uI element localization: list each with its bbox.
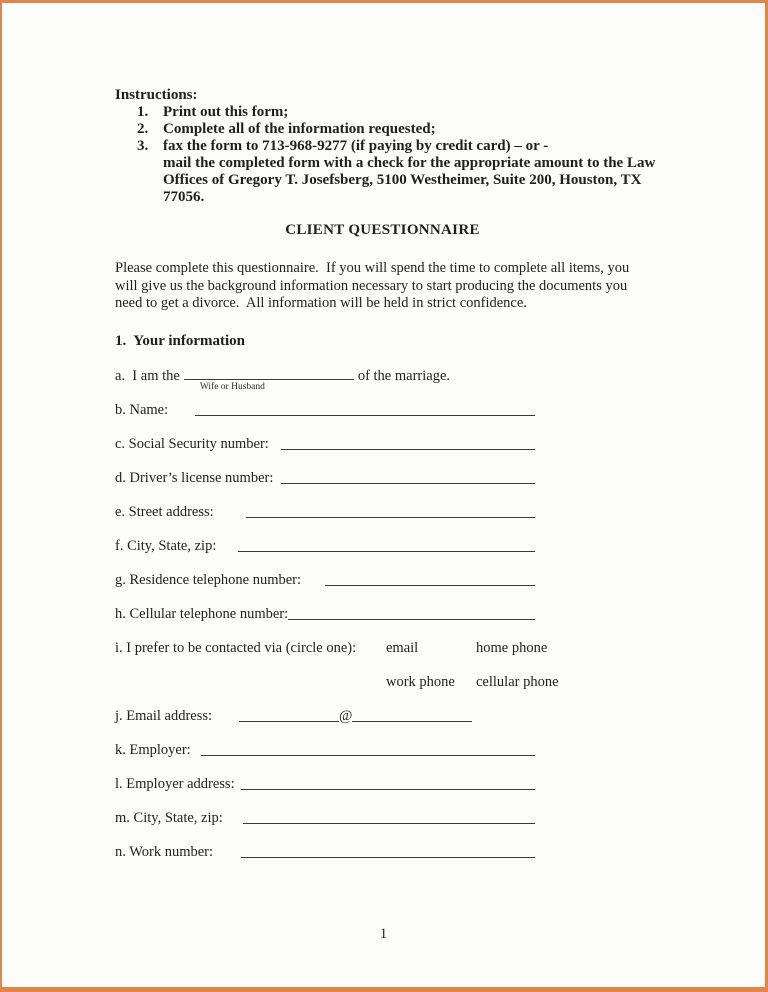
section-heading: 1. Your information: [115, 332, 246, 349]
blank-line-residence-phone: [325, 585, 535, 586]
email-at-symbol: @: [339, 707, 353, 724]
field-label: j. Email address:: [115, 707, 213, 724]
instruction-number: 3.: [137, 138, 149, 154]
instruction-text: Print out this form;: [163, 104, 289, 120]
field-row-employer-city-state-zip: [115, 808, 535, 828]
blank-line-name: [195, 415, 535, 416]
field-row-employer-address: [115, 774, 535, 794]
contact-option-home-phone: home phone: [476, 639, 548, 656]
field-label: k. Employer:: [115, 741, 191, 758]
contact-option-work-phone: work phone: [386, 673, 455, 690]
intro-line: need to get a divorce. All information will be held in strict confidence.: [115, 295, 527, 311]
intro-line: will give us the background information necessary to start producing the documents you: [115, 277, 628, 294]
field-label: n. Work number:: [115, 843, 214, 860]
field-row-name: [115, 400, 535, 420]
instruction-number: 2.: [137, 121, 149, 137]
form-fields: [115, 366, 650, 862]
instruction-text: Complete all of the information requested;: [163, 121, 436, 137]
instruction-text-continuation: Offices of Gregory T. Josefsberg, 5100 Westheimer, Suite 200, Houston, TX: [163, 172, 642, 188]
field-row-marriage-role: [115, 366, 535, 392]
field-label-suffix: of the marriage.: [357, 367, 451, 384]
wife-or-husband-hint: Wife or Husband: [199, 381, 265, 392]
contact-option-cellular-phone: cellular phone: [476, 673, 559, 690]
field-row-cellular-phone: [115, 604, 535, 624]
blank-line-ssn: [281, 449, 535, 450]
blank-line-wife-or-husband: [184, 379, 354, 392]
instruction-item-1: [115, 104, 650, 121]
blank-line-employer: [201, 755, 535, 756]
field-row-employer: [115, 740, 535, 760]
field-label: m. City, State, zip:: [115, 809, 223, 826]
instruction-item-2: [115, 121, 650, 138]
contact-option-email: email: [386, 639, 419, 656]
blank-line-street-address: [246, 517, 535, 518]
field-row-contact-preference: [115, 638, 548, 658]
field-row-work-number: [115, 842, 535, 862]
blank-line-work-number: [241, 857, 535, 858]
document-content: [2, 3, 765, 862]
blank-line-employer-city-state-zip: [243, 823, 535, 824]
field-label: c. Social Security number:: [115, 435, 269, 452]
field-row-email-address: [115, 706, 535, 726]
field-label: f. City, State, zip:: [115, 537, 217, 554]
field-label: e. Street address:: [115, 503, 214, 520]
instruction-text-continuation: mail the completed form with a check for the appropriate amount to the Law: [163, 155, 656, 171]
instructions-block: [115, 87, 656, 206]
document-title: CLIENT QUESTIONNAIRE: [285, 222, 480, 238]
field-row-drivers-license: [115, 468, 535, 488]
blank-line-drivers-license: [281, 483, 535, 484]
blank-line-employer-address: [241, 789, 535, 790]
intro-paragraph: [115, 260, 650, 313]
instruction-text: fax the form to 713-968-9277 (if paying by credit card) – or -: [163, 138, 549, 154]
instruction-item-3: [115, 138, 650, 155]
intro-line: Please complete this questionnaire. If you will spend the time to complete all items, you: [115, 260, 630, 276]
field-label: l. Employer address:: [115, 775, 235, 792]
field-label: a. I am the: [115, 367, 180, 384]
field-row-ssn: [115, 434, 535, 454]
blank-line-city-state-zip: [238, 551, 535, 552]
field-row-city-state-zip: [115, 536, 535, 556]
blank-line-email-local: [239, 721, 339, 722]
field-label: d. Driver’s license number:: [115, 469, 274, 486]
instruction-number: 1.: [137, 104, 149, 120]
contact-options-row-1: [386, 638, 547, 658]
field-row-street-address: [115, 502, 535, 522]
field-label: h. Cellular telephone number:: [115, 605, 289, 622]
field-label: g. Residence telephone number:: [115, 571, 302, 588]
blank-line-email-domain: [352, 721, 472, 722]
field-row-residence-phone: [115, 570, 535, 590]
instruction-text-continuation: 77056.: [163, 189, 205, 205]
instructions-title: Instructions:: [115, 87, 198, 103]
blank-line-cellular-phone: [288, 619, 535, 620]
field-label: b. Name:: [115, 401, 169, 418]
page-number: 1: [379, 926, 388, 942]
contact-options-row-2: [115, 672, 768, 692]
field-label: i. I prefer to be contacted via (circle one):: [115, 639, 357, 656]
